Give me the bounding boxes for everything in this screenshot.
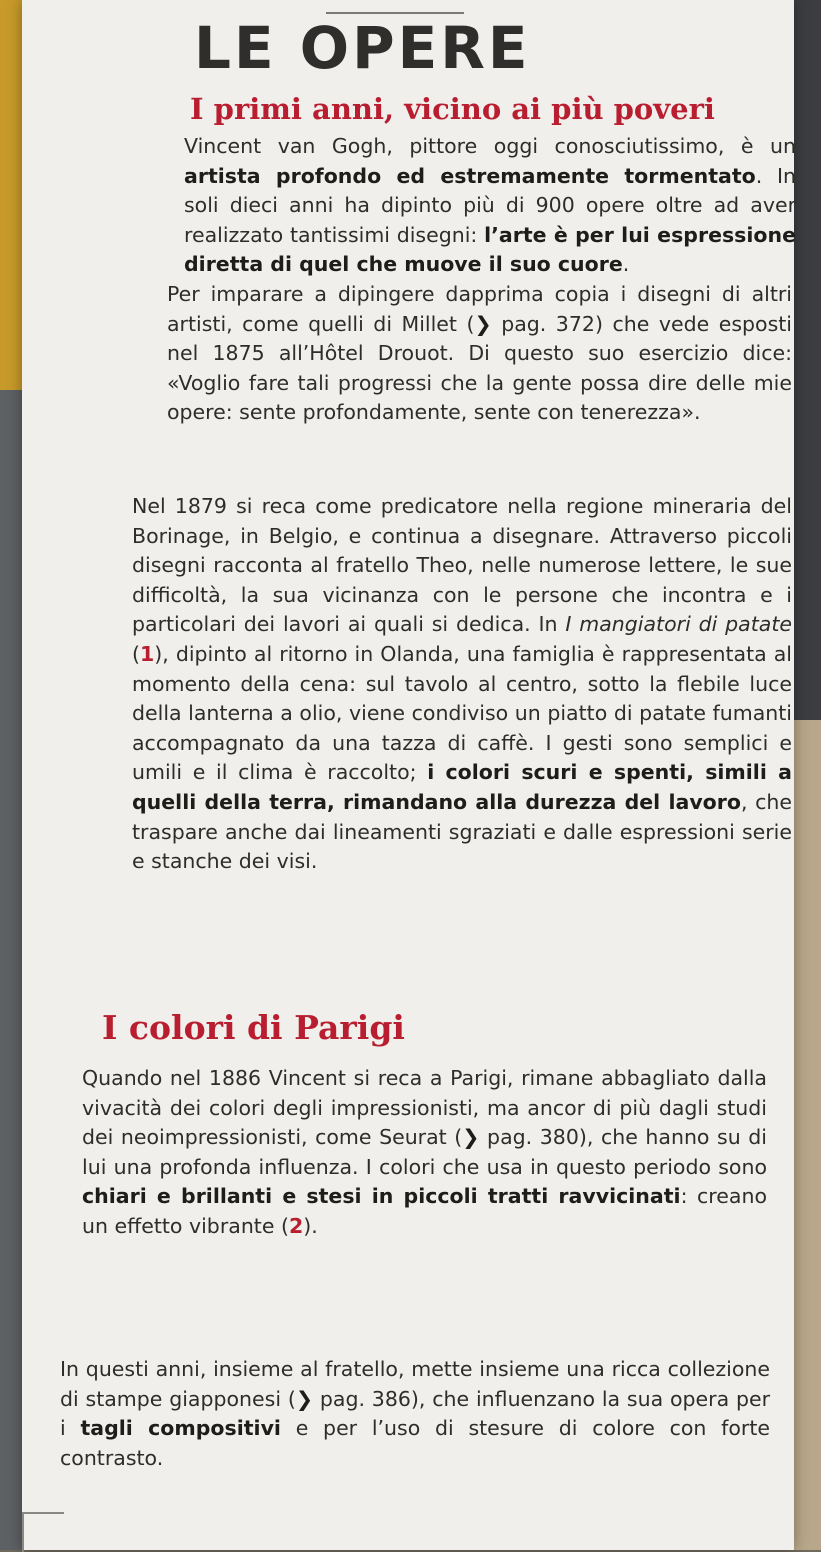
section-title: LE OPERE [194,14,531,82]
book-page [22,0,794,1550]
text: Vincent van Gogh, pittore oggi conosciutissimo, è un [184,134,796,158]
text: Quando nel 1886 Vincent si reca a Parigi, rimane abbagliato dalla vivacità dei colori degli impressionisti, ma ancor di più dagli studi dei neoimpressionisti, come Seurat ( [82,1066,767,1150]
text: In questi anni, insieme al fratello, mette insieme una ricca collezione di stampe giapponesi ( [60,1357,770,1411]
bold-text: i colori scuri e spenti, simili a quelli della terra, rimandano alla durezza del lavoro [132,760,792,814]
paragraph-borinage [132,492,792,877]
text: . In soli dieci anni ha dipinto più di 900 opere oltre ad aver realizzato tantissimi disegni: [184,163,796,247]
background-dark-strip [791,0,821,720]
text: pag. 372) che vede esposti nel 1875 all’Hôtel Drouot. Di questo suo esercizio dice: «Voglio fare tali progressi che la gente possa dire delle mie opere: sente profondamente, sente con tenerezza». [167,311,792,425]
bold-text: artista profondo ed estremamente tormentato [184,163,756,188]
figure-ref: 1 [140,641,155,666]
subhead-early-years: I primi anni, vicino ai più poveri [190,92,715,126]
text: e per l’uso di stesure di colore con forte contrasto. [60,1416,770,1470]
text: ), dipinto al ritorno in Olanda, una famiglia è rappresentata al momento della cena: sul tavolo al centro, sotto la flebile luce della lanterna a olio, viene condiviso un piatto di patate fumanti accompagnato da una tazza di caffè. I gesti sono semplici e umili e il clima è raccolto; [132,641,792,785]
text: : creano un effetto vibrante ( [82,1184,767,1238]
text: , che traspare anche dai lineamenti sgraziati e dalle espressioni serie e stanche dei visi. [132,789,792,874]
paragraph-japanese-prints [60,1355,770,1473]
bold-text: tagli compositivi [80,1416,281,1441]
paragraph-paris [82,1064,767,1242]
subhead-paris-colors: I colori di Parigi [102,1008,405,1047]
text: . [622,252,630,277]
artwork-title: I mangiatori di patate [565,612,792,637]
text: Nel 1879 si reca come predicatore nella regione mineraria del Borinage, in Belgio, e continua a disegnare. Attraverso piccoli disegni racconta al fratello Theo, nelle numerose lettere, le sue difficoltà, la sua vicinanza con le persone che incontra e i particolari dei lavori ai quali si dedica. In [132,494,792,637]
corner-mark [22,1512,64,1552]
paragraph-millet [167,280,792,428]
text: ). [303,1213,318,1238]
figure-ref: 2 [288,1213,304,1238]
text: Per imparare a dipingere dapprima copia i disegni di altri artisti, come quelli di Millet ( [167,282,792,336]
text: pag. 386), che influenzano la sua opera per i [60,1386,771,1441]
page-ref-arrow-icon: ❯ [474,311,492,336]
bold-text: chiari e brillanti e stesi in piccoli tratti ravvicinati [82,1184,681,1209]
text: pag. 380), che hanno su di lui una profonda influenza. I colori che usa in questo periodo sono [82,1125,768,1179]
bold-text: l’arte è per lui espressione diretta di quel che muove il suo cuore [184,222,796,277]
background-painting-strip [791,720,821,1550]
text: ( [132,641,140,666]
paragraph-intro [184,132,796,280]
page-ref-arrow-icon: ❯ [295,1386,314,1411]
page-ref-arrow-icon: ❯ [462,1125,480,1150]
